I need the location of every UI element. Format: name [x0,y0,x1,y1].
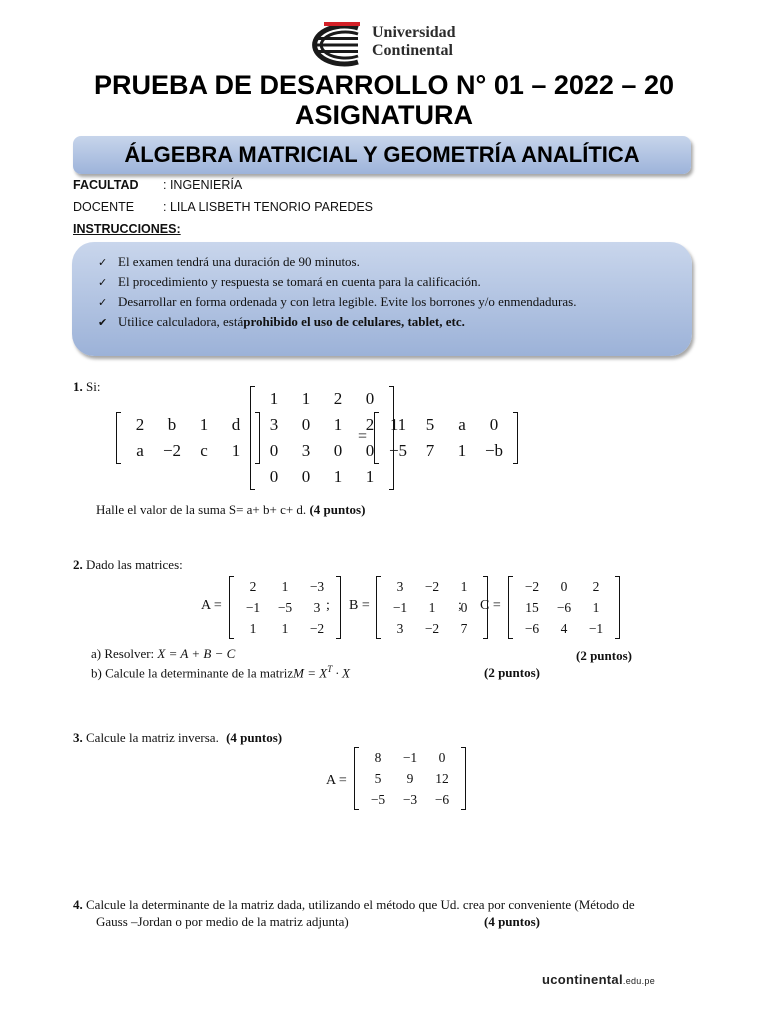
matrix-cell: 3 [269,415,279,434]
matrix-row [237,618,333,639]
teacher-label: DOCENTE [73,200,135,214]
question-points: (4 puntos) [226,730,283,745]
matrix-cell: 1 [460,578,468,594]
question-2b-points: (2 puntos) [484,665,540,680]
matrix-cell: 0 [269,467,279,486]
matrix-cell: c [200,441,208,460]
matrix-q1-middle [250,386,394,490]
matrix-cell: 3 [396,578,404,594]
question-text: Halle el valor de la suma S= a+ b+ c+ d. [96,502,307,517]
logo-text [372,24,456,60]
instructions-list [98,252,576,332]
matrix-cell: 2 [333,389,343,408]
matrix-row [384,597,480,618]
matrix-cell: 1 [281,578,289,594]
matrix-cell: 7 [460,620,468,636]
matrix-a-label: A = [326,773,347,788]
matrix-entries [384,576,480,639]
matrix-cell: 1 [592,599,600,615]
matrix-row [384,576,480,597]
matrix-right-bracket [336,576,341,639]
matrix-row [124,412,252,438]
matrix-c [508,576,620,639]
question-1-intro [73,379,100,395]
subject-banner [73,136,691,174]
matrix-cell: 0 [269,441,279,460]
matrix-row [362,789,458,810]
equals-sign: = [358,428,368,445]
matrix-row [124,438,252,464]
instruction-bold-text: prohibido el uso de celulares, tablet, etc. [243,314,465,329]
matrix-cell: −5 [388,441,408,460]
matrix-cell: 0 [460,599,468,615]
question-number: 3. [73,730,83,745]
matrix-cell: 0 [301,415,311,434]
matrix-cell: −2 [524,578,540,594]
question-4-points: (4 puntos) [484,914,540,929]
matrix-cell: 0 [438,749,446,765]
faculty-value-text: : INGENIERÍA [163,178,243,192]
instruction-text: El examen tendrá una duración de 90 minutos. [118,254,360,269]
matrix-cell: −6 [556,599,572,615]
matrix-q1-right [374,412,518,464]
matrix-row [516,597,612,618]
matrix-entries [362,747,458,810]
matrix-cell: 2 [365,415,375,434]
matrix-cell: 3 [301,441,311,460]
question-1-task [96,502,365,518]
question-4 [73,897,703,913]
matrix-a-label: A = [201,598,222,613]
matrix-entries [382,412,510,464]
matrix-cell: 1 [457,441,467,460]
matrix-cell: 5 [425,415,435,434]
matrix-left-bracket [116,412,121,464]
instruction-text: El procedimiento y respuesta se tomará en cuenta para la calificación. [118,274,481,289]
separator: ; [326,598,330,613]
matrix-row [382,412,510,438]
subquestion-label: b) Calcule la determinante de la matriz [91,665,294,681]
checkmark-icon: ✓ [98,296,108,309]
matrix-cell: 1 [249,620,257,636]
separator: ; [458,598,462,613]
math-expression: · X [332,665,350,681]
matrix-cell: 12 [435,770,449,786]
matrix-cell: −2 [424,578,440,594]
subject-title: ÁLGEBRA MATRICIAL Y GEOMETRÍA ANALÍTICA [124,142,640,167]
matrix-cell: 2 [135,415,145,434]
matrix-left-bracket [508,576,513,639]
matrix-cell: 2 [249,578,257,594]
matrix-cell: 3 [396,620,404,636]
teacher-value: : LILA LISBETH TENORIO PAREDES [163,200,374,214]
matrix-right-bracket [513,412,518,464]
matrix-cell: 1 [269,389,279,408]
matrix-cell: −6 [524,620,540,636]
matrix-row [237,576,333,597]
matrix-cell: 8 [374,749,382,765]
matrix-cell: −5 [370,791,386,807]
matrix-cell: 0 [560,578,568,594]
matrix-row [362,768,458,789]
question-number: 2. [73,557,83,572]
matrix-cell: 1 [231,441,241,460]
question-number: 4. [73,897,83,912]
matrix-row [384,618,480,639]
matrix-cell: −3 [309,578,325,594]
logo-line-2: Continental [372,42,453,59]
instruction-item [98,252,576,272]
matrix-cell: 1 [301,389,311,408]
matrix-q1-left [116,412,260,464]
matrix-cell: −1 [402,749,418,765]
math-expression: M = X [293,665,328,681]
subquestion-label: a) Resolver: [91,646,155,661]
instruction-item [98,272,576,292]
matrix-cell: −1 [588,620,604,636]
matrix-cell: 0 [333,441,343,460]
matrix-cell: −b [484,441,504,460]
question-points: (4 puntos) [309,502,366,517]
matrix-cell: 1 [365,467,375,486]
footer-domain-main: ucontinental [542,972,623,987]
checkmark-icon: ✔ [98,316,108,329]
checkmark-icon: ✓ [98,276,108,289]
matrix-cell: 0 [301,467,311,486]
matrix-cell: 2 [592,578,600,594]
exam-title: PRUEBA DE DESARROLLO N° 01 – 2022 – 20 [94,70,674,100]
question-text: Calcule la matriz inversa. [86,730,219,745]
math-expression: X = A + B − C [157,646,236,661]
matrix-cell: 1 [281,620,289,636]
exam-subtitle: ASIGNATURA [295,100,473,130]
question-2b [91,664,350,681]
matrix-cell: 4 [560,620,568,636]
matrix-cell: −1 [245,599,261,615]
matrix-b [376,576,488,639]
matrix-c-label: C = [480,598,501,613]
footer-website [542,972,655,987]
instruction-item [98,312,576,332]
matrix-right-bracket [461,747,466,810]
matrix-left-bracket [250,386,255,490]
matrix-left-bracket [374,412,379,464]
instruction-item [98,292,576,312]
matrix-row [258,386,386,412]
matrix-cell: 15 [525,599,539,615]
matrix-cell: a [458,415,466,434]
matrix-cell: 9 [406,770,414,786]
matrix-cell: 1 [199,415,209,434]
matrix-left-bracket [376,576,381,639]
faculty-label: FACULTAD [73,178,139,192]
matrix-cell: −1 [392,599,408,615]
question-text: Calcule la determinante de la matriz dada, utilizando el método que Ud. crea por conveniente (Método de [86,897,635,912]
matrix-cell: −2 [424,620,440,636]
matrix-cell: 1 [333,467,343,486]
question-number: 1. [73,379,83,394]
matrix-row [516,618,612,639]
checkmark-icon: ✓ [98,256,108,269]
matrix-row [516,576,612,597]
instruction-text: Utilice calculadora, está [118,314,244,329]
matrix-cell: a [136,441,144,460]
matrix-cell: −6 [434,791,450,807]
matrix-cell: −2 [162,441,182,460]
instructions-title: INSTRUCCIONES: [73,222,181,236]
matrix-cell: 5 [374,770,382,786]
matrix-cell: 1 [428,599,436,615]
matrix-cell: 11 [389,415,407,434]
matrix-row [382,438,510,464]
faculty-value [163,178,242,192]
matrix-cell: 1 [333,415,343,434]
matrix-row [258,464,386,490]
matrix-q3 [354,747,466,810]
matrix-cell: −5 [277,599,293,615]
matrix-cell: 0 [365,389,375,408]
question-4-line-2: Gauss –Jordan o por medio de la matriz adjunta) [96,914,349,929]
faculty-row [73,178,139,192]
matrix-row [237,597,333,618]
matrix-entries [124,412,252,464]
question-text: Dado las matrices: [86,557,183,572]
matrix-b-label: B = [349,598,370,613]
matrix-cell: 7 [425,441,435,460]
matrix-left-bracket [354,747,359,810]
matrix-cell: b [167,415,177,434]
matrix-right-bracket [615,576,620,639]
matrix-entries [516,576,612,639]
instructions-box [72,242,692,356]
matrix-cell: −3 [402,791,418,807]
matrix-a [229,576,341,639]
question-text: Si: [86,379,101,394]
instruction-text: Desarrollar en forma ordenada y con letra legible. Evite los borrones y/o enmendaduras. [118,294,577,309]
matrix-cell: 0 [489,415,499,434]
question-2-intro [73,557,183,573]
logo-line-1: Universidad [372,24,456,41]
matrix-cell: 3 [313,599,321,615]
matrix-row [362,747,458,768]
matrix-left-bracket [229,576,234,639]
footer-domain-suffix: .edu.pe [622,976,656,986]
matrix-cell: d [231,415,241,434]
question-2a-points: (2 puntos) [576,648,632,663]
question-3-intro [73,730,282,746]
matrix-entries [237,576,333,639]
matrix-cell: −2 [309,620,325,636]
matrix-cell: 0 [365,441,375,460]
math-superscript: T [327,664,333,674]
question-2a [91,646,235,662]
